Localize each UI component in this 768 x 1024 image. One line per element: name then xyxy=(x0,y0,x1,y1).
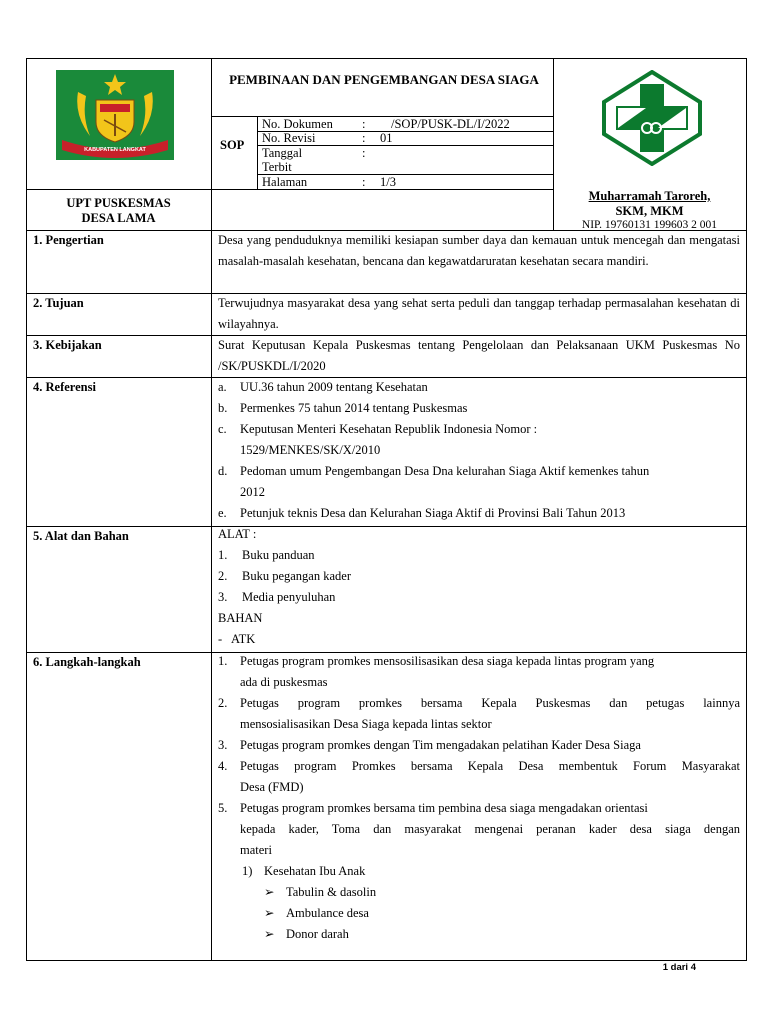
step-4-mark: 4. xyxy=(218,759,228,773)
step-2-text-2: mensosialisasikan Desa Siaga kepada lintas sektor xyxy=(240,717,492,731)
alat-3-mark: 3. xyxy=(218,590,228,604)
divider-sop-col xyxy=(257,116,258,189)
sub-item-3-mark: ➢ xyxy=(264,927,275,941)
ref-d-mark: d. xyxy=(218,464,228,478)
ref-b-text: Permenkes 75 tahun 2014 tentang Puskesmas xyxy=(240,401,468,415)
divider-left-col xyxy=(211,58,212,961)
sub-heading-text: Kesehatan Ibu Anak xyxy=(264,864,366,878)
section-6-label: 6. Langkah-langkah xyxy=(33,655,141,669)
sub-item-3-text: Donor darah xyxy=(286,927,349,941)
ref-c-text: Keputusan Menteri Kesehatan Republik Indonesia Nomor : xyxy=(240,422,538,436)
sub-item-1-text: Tabulin & dasolin xyxy=(286,885,377,899)
step-5-text-2: kepada kader, Toma dan masyarakat mengenai peranan kader desa siaga dengan xyxy=(240,822,740,836)
doc-number-value: /SOP/PUSK-DL/I/2022 xyxy=(391,117,510,131)
step-5-text: Petugas program promkes bersama tim pembina desa siaga mengadakan orientasi xyxy=(240,801,648,815)
page-sep: : xyxy=(362,175,366,189)
org-name-line1: UPT PUSKESMAS xyxy=(66,196,171,210)
section-3-text: Surat Keputusan Kepala Puskesmas tentang Pengelolaan dan Pelaksanaan UKM Puskesmas No /SK/PUSKDL/I/2020 xyxy=(218,338,740,373)
section-2-label: 2. Tujuan xyxy=(33,296,84,310)
logo-banner-text: KABUPATEN LANGKAT xyxy=(84,147,146,153)
alat-heading: ALAT : xyxy=(218,527,257,541)
step-2-mark: 2. xyxy=(218,696,228,710)
alat-1-mark: 1. xyxy=(218,548,228,562)
doc-number-sep: : xyxy=(362,117,366,131)
border-left xyxy=(26,58,27,961)
step-5-text-3: materi xyxy=(240,843,272,857)
page-value: 1/3 xyxy=(380,175,396,189)
step-3-text: Petugas program promkes dengan Tim mengadakan pelatihan Kader Desa Siaga xyxy=(240,738,641,752)
org-name-line2: DESA LAMA xyxy=(81,211,156,225)
ref-e-text: Petunjuk teknis Desa dan Kelurahan Siaga Aktif di Provinsi Bali Tahun 2013 xyxy=(240,506,626,520)
sop-label: SOP xyxy=(220,138,245,152)
alat-3-text: Media penyuluhan xyxy=(242,590,336,604)
border-bottom xyxy=(26,960,747,961)
alat-1-text: Buku panduan xyxy=(242,548,315,562)
page-counter: 1 dari 4 xyxy=(662,962,696,973)
revision-label: No. Revisi xyxy=(262,131,316,145)
border-right xyxy=(746,58,747,961)
date-label: Tanggal xyxy=(262,146,303,160)
ref-d-text: Pedoman umum Pengembangan Desa Dna kelurahan Siaga Aktif kemenkes tahun xyxy=(240,464,650,478)
sub-heading-mark: 1) xyxy=(242,864,253,878)
line-s4-end xyxy=(26,526,747,527)
ref-a-mark: a. xyxy=(218,380,227,394)
step-4-text-2: Desa (FMD) xyxy=(240,780,304,794)
section-1-text: Desa yang penduduknya memiliki kesiapan sumber daya dan kemauan untuk mencegah dan mengatasi masalah-masalah kesehatan, bencana dan kegawatdaruratan kesehatan secara mandiri. xyxy=(218,233,740,268)
border-top xyxy=(26,58,747,59)
date-label-2: Terbit xyxy=(262,160,292,174)
section-2-text: Terwujudnya masyarakat desa yang sehat serta peduli dan tanggap terhadap permasalahan kesehatan di wilayahnya. xyxy=(218,296,740,331)
ref-c-mark: c. xyxy=(218,422,227,436)
ref-e-mark: e. xyxy=(218,506,227,520)
step-4-text: Petugas program Promkes bersama Kepala Desa membentuk Forum Masyarakat xyxy=(240,759,740,773)
revision-sep: : xyxy=(362,131,366,145)
section-3-label: 3. Kebijakan xyxy=(33,338,102,352)
bahan-1-text: ATK xyxy=(231,632,256,646)
step-1-text-2: ada di puskesmas xyxy=(240,675,328,689)
date-sep: : xyxy=(362,146,366,160)
bahan-heading: BAHAN xyxy=(218,611,263,625)
kabupaten-langkat-logo xyxy=(56,70,174,160)
puskesmas-logo xyxy=(600,70,704,166)
alat-2-mark: 2. xyxy=(218,569,228,583)
sub-item-2-text: Ambulance desa xyxy=(286,906,369,920)
alat-2-text: Buku pegangan kader xyxy=(242,569,351,583)
section-1-label: 1. Pengertian xyxy=(33,233,104,247)
document-title: PEMBINAAN DAN PENGEMBANGAN DESA SIAGA xyxy=(229,72,539,87)
revision-value: 01 xyxy=(380,131,393,145)
section-5-label: 5. Alat dan Bahan xyxy=(33,529,129,543)
doc-number-label: No. Dokumen xyxy=(262,117,333,131)
signer-nip: NIP. 19760131 199603 2 001 xyxy=(581,219,718,231)
bahan-1-mark: - xyxy=(218,632,223,646)
step-1-text: Petugas program promkes mensosilisasikan desa siaga kepada lintas program yang xyxy=(240,654,655,668)
ref-b-mark: b. xyxy=(218,401,228,415)
ref-c-text-2: 1529/MENKES/SK/X/2010 xyxy=(240,443,381,457)
signer-name-line2: SKM, MKM xyxy=(615,204,684,218)
sub-item-2-mark: ➢ xyxy=(264,906,275,920)
step-2-text: Petugas program promkes bersama Kepala Puskesmas dan petugas lainnya xyxy=(240,696,740,710)
section-4-label: 4. Referensi xyxy=(33,380,96,394)
step-5-mark: 5. xyxy=(218,801,228,815)
step-3-mark: 3. xyxy=(218,738,228,752)
page-label: Halaman xyxy=(262,175,308,189)
step-1-mark: 1. xyxy=(218,654,228,668)
ref-d-text-2: 2012 xyxy=(240,485,265,499)
ref-a-text: UU.36 tahun 2009 tentang Kesehatan xyxy=(240,380,428,394)
signer-name-line1: Muharramah Taroreh, xyxy=(588,189,711,203)
sub-item-1-mark: ➢ xyxy=(264,885,275,899)
